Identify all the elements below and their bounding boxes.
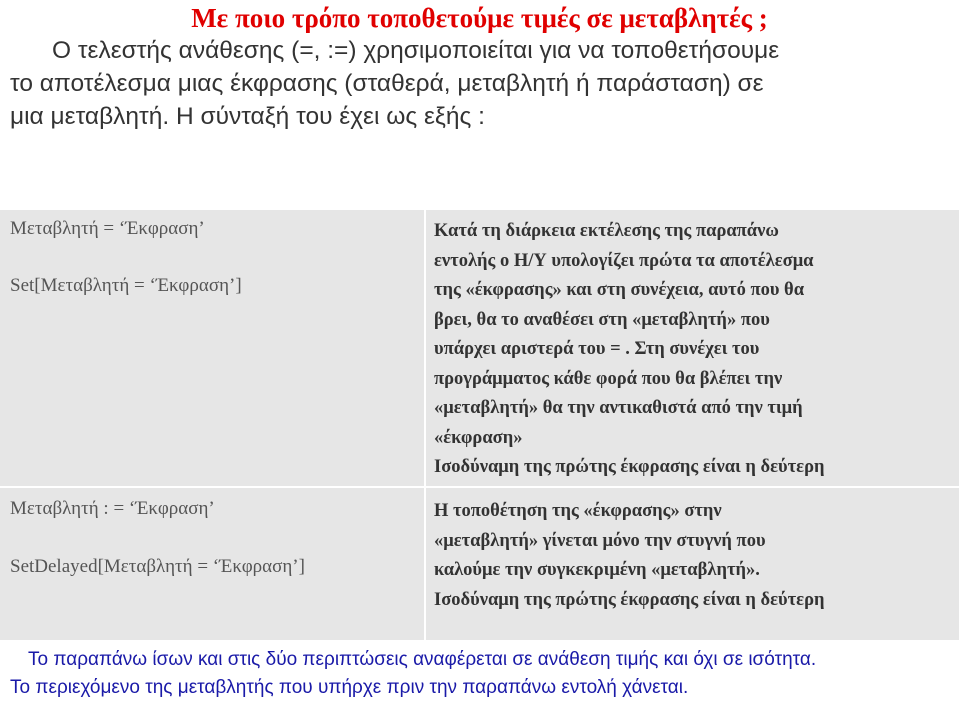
description-line: «έκφραση» <box>434 427 523 448</box>
description-setdelayed <box>434 497 825 615</box>
intro-line: μια μεταβλητή. Η σύνταξή του έχει ως εξής : <box>10 103 485 130</box>
intro-paragraph <box>10 34 950 133</box>
description-line: βρει, θα το αναθέσει στη «μεταβλητή» που <box>434 309 770 330</box>
footer-line: Το παραπάνω ίσων και στις δύο περιπτώσεις αναφέρεται σε ανάθεση τιμής και όχι σε ισότητα. <box>28 649 817 670</box>
page-title: Με ποιο τρόπο τοποθετούμε τιμές σε μεταβλητές ; <box>191 3 768 33</box>
syntax-set-short: Μεταβλητή = ‘Έκφραση’ <box>10 218 205 239</box>
intro-line: το αποτέλεσμα μιας έκφρασης (σταθερά, μεταβλητή ή παράσταση) σε <box>10 70 764 97</box>
table-divider-vertical <box>424 210 426 640</box>
syntax-cell-set <box>0 210 424 486</box>
description-line: Κατά τη διάρκεια εκτέλεσης της παραπάνω <box>434 221 779 241</box>
syntax-set-long: Set[Μεταβλητή = ‘Έκφραση’] <box>10 275 242 296</box>
description-cell-set <box>426 210 959 486</box>
syntax-setdelayed-long: SetDelayed[Μεταβλητή = ‘Έκφραση’] <box>10 556 305 577</box>
intro-line: Ο τελεστής ανάθεσης (=, :=) χρησιμοποιείται για να τοποθετήσουμε <box>52 37 780 64</box>
description-set <box>434 217 825 483</box>
description-line: Ισοδύναμη της πρώτης έκφρασης είναι η δεύτερη <box>434 457 825 477</box>
syntax-table <box>0 210 959 640</box>
description-line: «μεταβλητή» θα την αντικαθιστά από την τιμή <box>434 398 803 418</box>
description-line: Η τοποθέτηση της «έκφρασης» στην <box>434 501 722 521</box>
syntax-cell-setdelayed <box>0 488 424 640</box>
description-line: «μεταβλητή» γίνεται μόνο την στυγνή που <box>434 530 766 551</box>
description-line: εντολής ο Η/Υ υπολογίζει πρώτα τα αποτέλεσμα <box>434 250 814 271</box>
syntax-setdelayed-short: Μεταβλητή : = ‘Έκφραση’ <box>10 498 215 519</box>
description-cell-setdelayed <box>426 488 959 640</box>
description-line: υπάρχει αριστερά του = . Στη συνέχει του <box>434 339 760 359</box>
footer-note <box>0 646 959 702</box>
footer-line: Το περιεχόμενο της μεταβλητής που υπήρχε πριν την παραπάνω εντολή χάνεται. <box>10 677 689 698</box>
description-line: καλούμε την συγκεκριμένη «μεταβλητή». <box>434 560 760 580</box>
table-divider-horizontal <box>0 486 959 488</box>
description-line: Ισοδύναμη της πρώτης έκφρασης είναι η δεύτερη <box>434 589 825 610</box>
description-line: προγράμματος κάθε φορά που θα βλέπει την <box>434 368 783 389</box>
description-line: της «έκφρασης» και στη συνέχεια, αυτό που θα <box>434 280 805 300</box>
